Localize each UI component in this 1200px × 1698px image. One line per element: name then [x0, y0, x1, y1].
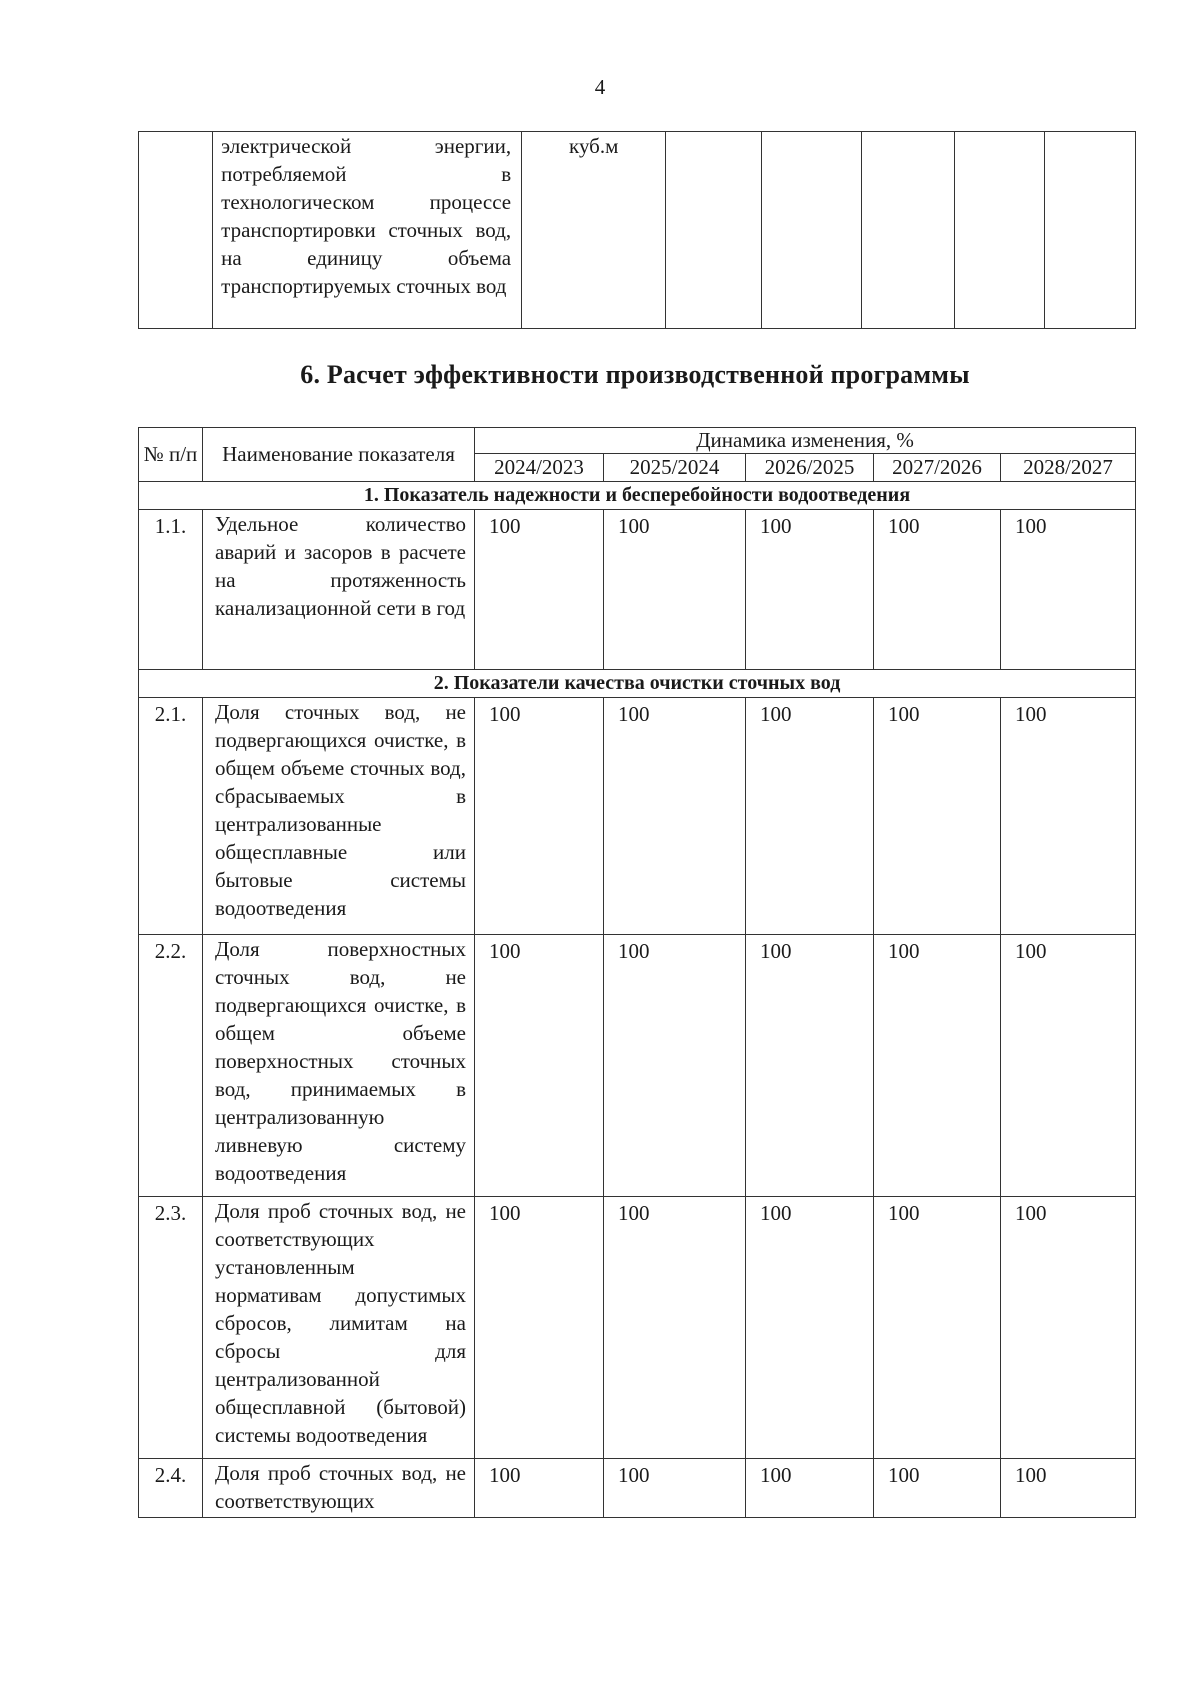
continued-empty-cell — [666, 132, 762, 329]
indicator-name: Доля проб сточных вод, не соответствующих установленным нормативам допустимых сбросов, лимитам на сбросы для централизованной общесплавной (бытовой) системы водоотведения — [203, 1197, 475, 1459]
efficiency-table-body — [139, 428, 1136, 1518]
dynamics-value: 100 — [604, 935, 746, 1197]
group-title: 2. Показатели качества очистки сточных вод — [139, 670, 1136, 698]
continued-table — [138, 131, 1136, 329]
group-header-row — [139, 670, 1136, 698]
dynamics-value: 100 — [1001, 1197, 1136, 1459]
continued-empty-cell — [762, 132, 862, 329]
header-period: 2028/2027 — [1001, 454, 1136, 482]
continued-empty-cell — [1045, 132, 1136, 329]
continued-table-row — [139, 132, 1136, 329]
dynamics-value: 100 — [1001, 935, 1136, 1197]
header-period: 2027/2026 — [874, 454, 1001, 482]
dynamics-value: 100 — [874, 1459, 1001, 1518]
dynamics-value: 100 — [746, 935, 874, 1197]
row-number: 2.2. — [139, 935, 203, 1197]
continued-name-cell: электрической энергии, потребляемой в технологическом процессе транспортировки сточных вод, на единицу объема транспортируемых сточных вод — [213, 132, 522, 329]
continued-num-cell — [139, 132, 213, 329]
table-row — [139, 698, 1136, 935]
group-header-row — [139, 482, 1136, 510]
table-row — [139, 935, 1136, 1197]
dynamics-value: 100 — [475, 510, 604, 670]
continued-empty-cell — [862, 132, 955, 329]
header-period: 2024/2023 — [475, 454, 604, 482]
dynamics-value: 100 — [1001, 1459, 1136, 1518]
dynamics-value: 100 — [874, 510, 1001, 670]
indicator-name: Удельное количество аварий и засоров в расчете на протяженность канализационной сети в год — [203, 510, 475, 670]
dynamics-value: 100 — [475, 935, 604, 1197]
header-dynamics: Динамика изменения, % — [475, 428, 1136, 454]
row-number: 2.1. — [139, 698, 203, 935]
dynamics-value: 100 — [874, 698, 1001, 935]
table-row — [139, 510, 1136, 670]
section-title: 6. Расчет эффективности производственной программы — [300, 360, 970, 389]
efficiency-table — [138, 427, 1136, 1518]
header-period: 2025/2024 — [604, 454, 746, 482]
dynamics-value: 100 — [604, 1197, 746, 1459]
dynamics-value: 100 — [874, 1197, 1001, 1459]
dynamics-value: 100 — [1001, 510, 1136, 670]
indicator-name: Доля сточных вод, не подвергающихся очистке, в общем объеме сточных вод, сбрасываемых в централизованные общесплавные или бытовые системы водоотведения — [203, 698, 475, 935]
row-number: 2.4. — [139, 1459, 203, 1518]
page-number: 4 — [594, 75, 606, 99]
header-row — [139, 428, 1136, 454]
row-number: 2.3. — [139, 1197, 203, 1459]
dynamics-value: 100 — [746, 698, 874, 935]
header-name: Наименование показателя — [203, 428, 475, 482]
row-number: 1.1. — [139, 510, 203, 670]
dynamics-value: 100 — [475, 698, 604, 935]
table-row — [139, 1197, 1136, 1459]
continued-empty-cell — [954, 132, 1045, 329]
dynamics-value: 100 — [475, 1459, 604, 1518]
dynamics-value: 100 — [604, 698, 746, 935]
dynamics-value: 100 — [746, 1197, 874, 1459]
dynamics-value: 100 — [746, 510, 874, 670]
dynamics-value: 100 — [874, 935, 1001, 1197]
dynamics-value: 100 — [604, 510, 746, 670]
header-period: 2026/2025 — [746, 454, 874, 482]
table-row — [139, 1459, 1136, 1518]
dynamics-value: 100 — [475, 1197, 604, 1459]
indicator-name: Доля поверхностных сточных вод, не подвергающихся очистке, в общем объеме поверхностных сточных вод, принимаемых в централизованную ливневую систему водоотведения — [203, 935, 475, 1197]
group-title: 1. Показатель надежности и бесперебойности водоотведения — [139, 482, 1136, 510]
dynamics-value: 100 — [1001, 698, 1136, 935]
dynamics-value: 100 — [746, 1459, 874, 1518]
dynamics-value: 100 — [604, 1459, 746, 1518]
continued-unit-cell: куб.м — [522, 132, 666, 329]
indicator-name: Доля проб сточных вод, не соответствующих — [203, 1459, 475, 1518]
header-num: № п/п — [139, 428, 203, 482]
